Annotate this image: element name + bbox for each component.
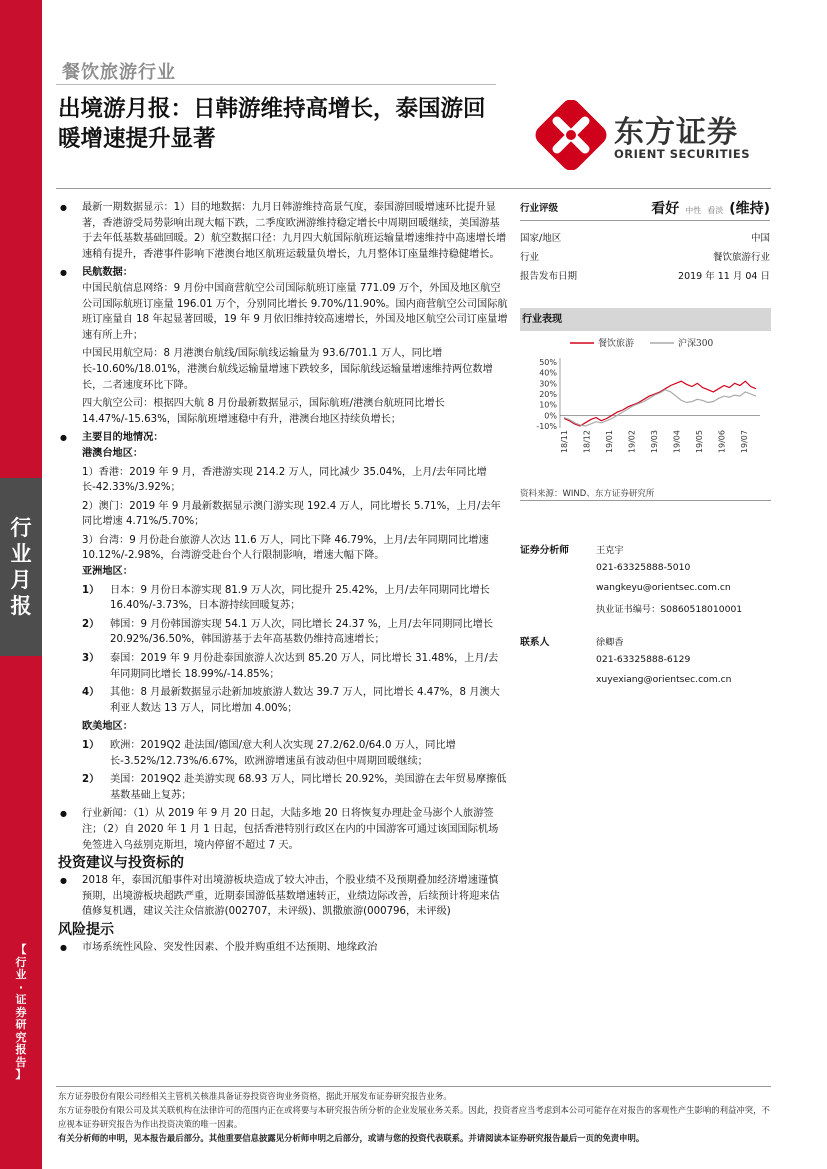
side-char: 行 <box>10 516 32 540</box>
report-category-label <box>0 944 42 1094</box>
report-title: 出境游月报：日韩游维持高增长，泰国游回暖增速提升显著 <box>58 96 486 152</box>
legend-label: 沪深300 <box>678 339 714 349</box>
hk-item-1: 1）香港：2019 年 9 月，香港游实现 214.2 万人，同比减少 35.04%，上月/去年同比增长-42.33%/3.92%； <box>82 466 487 494</box>
risk-paragraph: ● 市场系统性风险、突发性因素、个股并购重组不达预期、地缘政治 <box>58 940 508 956</box>
side-char: 告 <box>15 1055 27 1069</box>
side-char: 业 <box>10 542 32 566</box>
footer-divider <box>56 1086 771 1087</box>
performance-heading: 行业表现 <box>520 308 771 331</box>
asia-text: 泰国：2019 年 9 月份赴泰国旅游人次达到 85.20 万人，同比增长 31.48%，上月/去年同期同比增长 18.99%/-14.85%； <box>110 653 499 680</box>
summary-paragraph: ● 最新一期数据显示：1）目的地数据：九月日韩游维持高景气度，泰国游回暖增速环比提升显著，香港游受局势影响出现大幅下跌，二季度欧洲游维持稳定增长中周期回暖继续，美国游基于去年低基数基础回暖。2）航空数据口径：九月四大航国际航班运输量增速维持中高速增长增速稍有提升，香港事件影响下港澳台地区航班运载量负增长，九月整体订座量维持稳健增长。 <box>58 200 508 262</box>
contact-key: 联系人 <box>520 637 550 648</box>
y-tick-label: 0% <box>544 411 557 421</box>
eu-text: 美国：2019Q2 赴美游实现 68.93 万人，同比增长 20.92%，美国游在去年贸易摩擦低基数基础上复苏； <box>110 774 507 801</box>
footer-line-3: 有关分析师的申明，见本报告最后部分。其他重要信息披露见分析师申明之后部分，或请与您的投资代表联系。并请阅读本证券研究报告最后一页的免责申明。 <box>58 1133 645 1143</box>
info-value: 2019 年 11 月 04 日 <box>678 271 770 282</box>
footer-line-2: 东方证券股份有限公司及其关联机构在法律许可的范围内正在或将要与本研究报告所分析的企业发展业务关系。因此，投资者应当考虑到本公司可能存在对报告的客观性产生影响的利益冲突，不应视本证券研究报告为作出投资决策的唯一因素。 <box>58 1105 770 1129</box>
asia-text: 日本：9 月份日本游实现 81.9 万人次，同比提升 25.42%，上月/去年同期同比增长 16.40%/-3.73%，日本游持续回暖复苏； <box>110 584 490 612</box>
sector-divider <box>56 84 496 85</box>
y-tick-label: 40% <box>539 368 557 378</box>
side-char: 报 <box>10 594 32 618</box>
x-tick-label: 19/06 <box>717 430 727 454</box>
hk-item-3: 3）台湾：9 月份赴台旅游人次达 11.6 万人，同比下降 46.79%，上月/去年同期同比增速 10.12%/-2.98%，台湾游受赴台个人行限制影响，增速大幅下降。 <box>82 534 489 562</box>
asia-heading: 亚洲地区： <box>82 566 133 578</box>
hk-item-2: 2）澳门：2019 年 9 月最新数据显示澳门游实现 192.4 万人，同比增长 5.71%，上月/去年同比增速 4.71%/5.70%； <box>82 500 501 528</box>
header-divider <box>56 188 771 189</box>
x-tick-label: 19/02 <box>627 430 637 454</box>
analyst-license: 执业证书编号：S0860518010001 <box>596 604 743 615</box>
rating-keep: (维持) <box>729 201 770 217</box>
destination-heading: ● 主要目的地情况： <box>58 430 508 446</box>
side-char: · <box>18 980 24 994</box>
info-value: 餐饮旅游行业 <box>712 252 770 263</box>
asia-num: 1） <box>82 584 100 596</box>
asia-item <box>58 617 508 648</box>
asia-text: 韩国：9 月份韩国游实现 54.1 万人次，同比增长 24.37 %，上月/去年同期同比增长 20.92%/36.50%，韩国游基于去年高基数仍维持高速增长； <box>110 618 494 646</box>
info-label: 报告发布日期 <box>520 271 578 282</box>
analyst-phone: 021-63325888-5010 <box>596 562 691 573</box>
contact-email[interactable]: xuyexiang@orientsec.com.cn <box>596 674 732 685</box>
analyst-contact <box>520 634 771 694</box>
x-tick-label: 19/01 <box>605 430 614 454</box>
x-tick-label: 19/05 <box>695 430 704 454</box>
info-row <box>520 229 770 248</box>
hk-heading: 港澳台地区： <box>82 447 144 459</box>
side-char: 报 <box>15 1043 27 1056</box>
info-label: 国家/地区 <box>520 233 562 244</box>
y-tick-label: -10% <box>536 422 557 431</box>
performance-chart-svg <box>520 334 771 480</box>
analyst-key: 证券分析师 <box>520 545 569 556</box>
x-tick-label: 18/12 <box>582 430 592 454</box>
rating-label: 行业评级 <box>520 203 559 214</box>
side-char: 业 <box>15 968 27 981</box>
rating-mid: 中性 <box>685 206 702 215</box>
series-line <box>564 390 756 426</box>
source-divider <box>520 500 771 501</box>
asia-num: 3） <box>82 653 100 665</box>
info-value: 中国 <box>750 233 770 244</box>
civil-item-3: 四大航空公司：根据四大航 8 月份最新数据显示，国际航班/港澳台航班同比增长 14.47%/-15.63%，国际航班增速稳中有升，港澳台地区持续负增长； <box>82 398 445 425</box>
series-line <box>564 381 756 426</box>
y-tick-label: 30% <box>539 379 557 389</box>
side-char: 研 <box>15 1018 27 1031</box>
eu-num: 2） <box>82 774 100 786</box>
analyst-block <box>520 542 771 685</box>
rating-row <box>520 197 770 221</box>
y-tick-label: 10% <box>539 400 557 410</box>
side-char: 证 <box>15 993 27 1006</box>
x-tick-label: 19/03 <box>650 430 659 454</box>
asia-num: 4） <box>82 687 100 699</box>
rating-good: 看好 <box>651 201 680 217</box>
side-char: 】 <box>15 1068 27 1081</box>
logo-text-en: ORIENT SECURITIES <box>614 147 751 161</box>
contact-name: 徐卿香 <box>596 637 624 648</box>
side-char: 【 <box>15 943 27 956</box>
sector-name: 餐饮旅游行业 <box>62 62 176 83</box>
analyst-name: 王克宇 <box>596 545 624 556</box>
asia-item <box>58 583 508 614</box>
x-tick-label: 19/07 <box>740 430 749 454</box>
invest-paragraph: ● 2018 年，泰国沉船事件对出境游板块造成了较大冲击，个股业绩不及预期叠加经济增速谨慎预期，出境游板块超跌严重，近期泰国游低基数增速转正，业绩边际改善，后续预计将迎来估值修复机遇，建议关注众信旅游(002707，未评级)、凯撒旅游(000796，未评级) <box>58 873 508 920</box>
eu-text: 欧洲：2019Q2 赴法国/德国/意大利人次实现 27.2/62.0/64.0 万人，同比增长-3.52%/12.73%/6.67%，欧洲游增速虽有波动但中周期回暖继续； <box>110 740 456 767</box>
eu-item <box>58 772 508 803</box>
info-row <box>520 248 770 267</box>
civil-item-2: 中国民用航空局：8 月港澳台航线/国际航线运输量为 93.6/701.1 万人，同比增长-10.60%/18.01%，港澳台航线运输量增速下跌较多，国际航线运输量增速维持两位数增长，二者速度环比下降。 <box>82 348 493 391</box>
civil-heading: ● 民航数据： <box>58 265 508 281</box>
y-tick-label: 20% <box>539 390 557 399</box>
logo-text-cn: 东方证券 <box>614 115 738 150</box>
report-type-label <box>0 478 42 656</box>
eu-item <box>58 738 508 769</box>
x-tick-label: 18/11 <box>560 430 569 454</box>
y-tick-label: 50% <box>539 358 557 367</box>
chart-source: 资料来源：WIND、东方证券研究所 <box>520 489 655 499</box>
analyst-primary <box>520 542 771 622</box>
asia-item <box>58 685 508 716</box>
report-info-panel <box>520 197 770 286</box>
side-char: 月 <box>10 568 32 592</box>
invest-heading: 投资建议与投资标的 <box>58 855 184 872</box>
side-char: 行 <box>15 955 27 969</box>
asia-text: 其他：8 月最新数据显示赴新加坡旅游人数达 39.7 万人，同比增长 4.47%，8 月澳大利亚人数达 13 万人，同比增加 4.00%； <box>110 687 500 714</box>
side-char: 究 <box>15 1030 27 1044</box>
info-label: 行业 <box>520 252 540 263</box>
asia-num: 2） <box>82 618 100 630</box>
contact-phone: 021-63325888-6129 <box>596 654 691 665</box>
rating-values <box>651 197 770 223</box>
report-body <box>58 200 508 956</box>
rating-bad: 看淡 <box>707 206 724 215</box>
x-tick-label: 19/04 <box>672 430 682 454</box>
civil-item-1: 中国民航信息网络：9 月份中国商营航空公司国际航班订座量 771.09 万个，外国及地区航空公司国际航班订座量 196.01 万个，分别同比增长 9.70%/11.90%。国内商营航空公司国际航班订座量自 18 年起显著回暖，19 年 9 月依旧维持较高速增长，外国及地区航空公司订座量增速有所上升； <box>82 282 508 341</box>
asia-item <box>58 651 508 682</box>
analyst-email[interactable]: wangkeyu@orientsec.com.cn <box>596 582 731 593</box>
legend-label: 餐饮旅游 <box>598 339 635 349</box>
eu-heading: 欧美地区： <box>82 721 133 733</box>
info-row <box>520 267 770 286</box>
footer-line-1: 东方证券股份有限公司经相关主管机关核准具备证券投资咨询业务资格，据此开展发布证券研究报告业务。 <box>58 1091 452 1101</box>
risk-heading: 风险提示 <box>58 921 114 938</box>
side-char: 券 <box>15 1005 27 1019</box>
eu-num: 1） <box>82 740 100 751</box>
performance-chart <box>520 334 771 480</box>
industry-news: ● 行业新闻：（1）从 2019 年 9 月 20 日起，大陆多地 20 日将恢复办理赴金马澎个人旅游签注；（2）自 2020 年 1 月 1 日起，包括香港特别行政区在内的中国游客可通过该国国际机场免签进入乌兹别克斯坦，境内停留不超过 7 天。 <box>58 806 508 853</box>
